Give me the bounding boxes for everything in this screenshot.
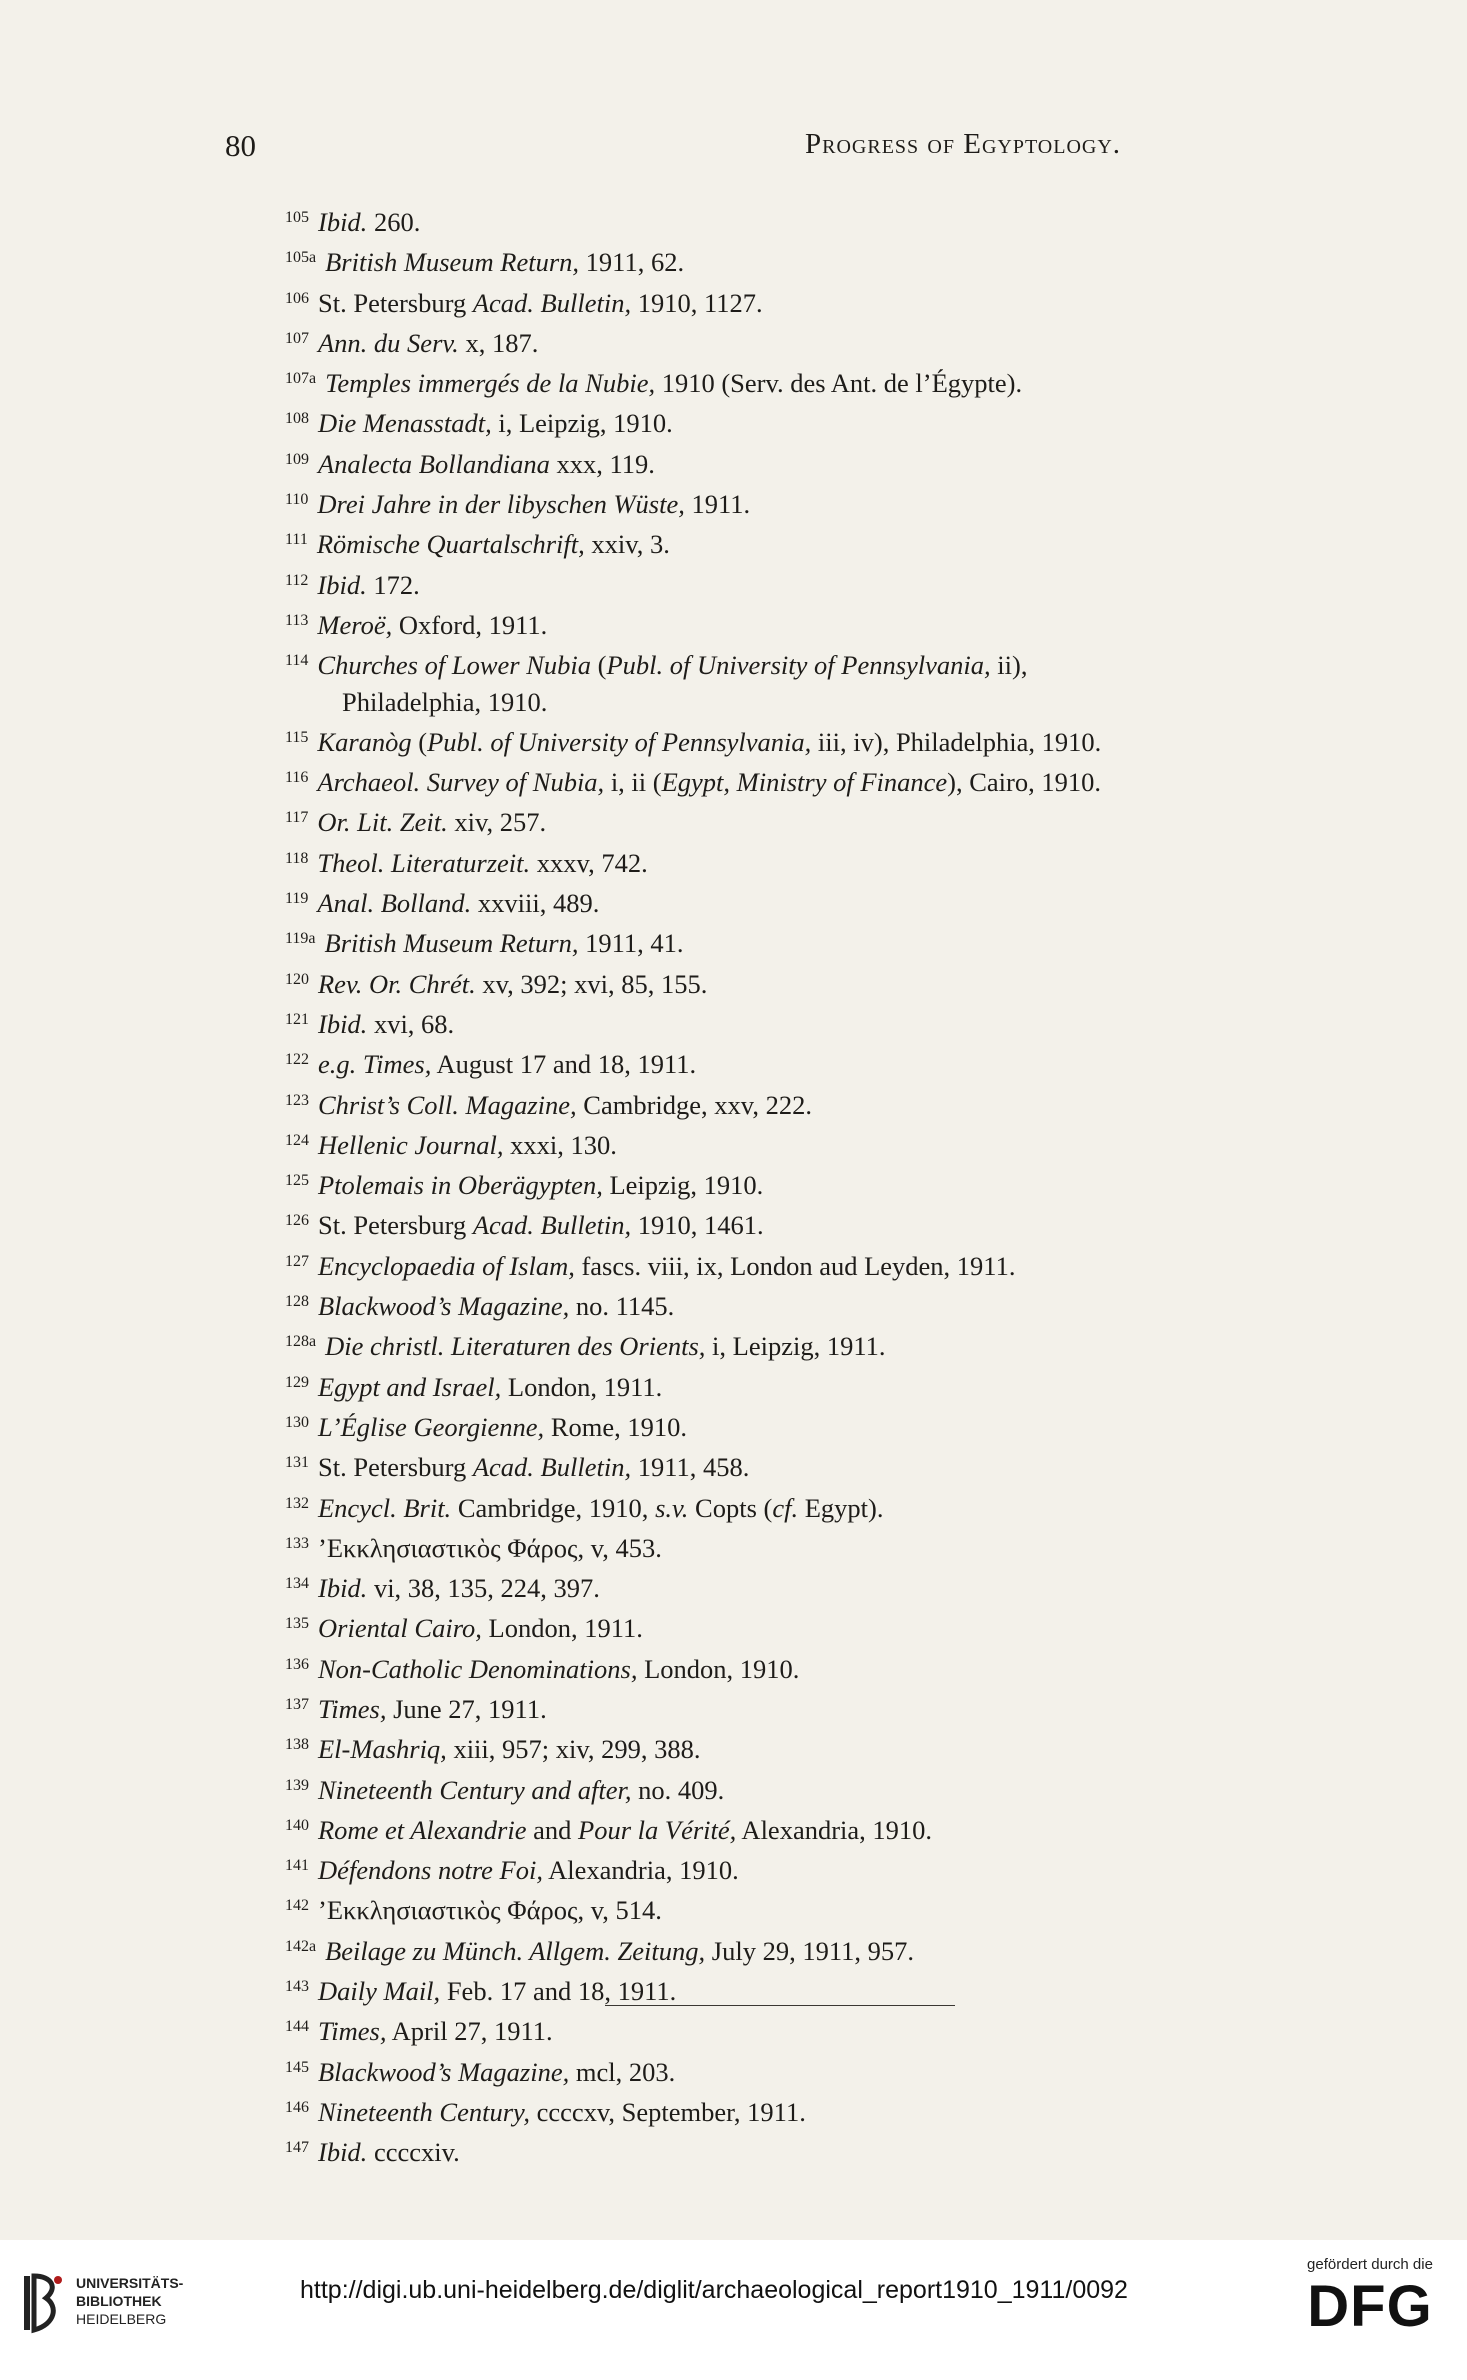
endnote-title: Nineteenth Century, [318,2096,530,2127]
endnote-text: xxxv, 742. [530,847,648,878]
endnote-107 [285,321,1345,361]
endnote-120 [285,962,1345,1002]
endnote-number: 107a [285,370,317,388]
endnote-number: 136 [285,1655,309,1673]
endnote-text: St. Petersburg [318,1210,473,1241]
endnote-number: 118 [285,849,309,867]
endnote-title: s.v. [655,1492,689,1523]
endnote-text: June 27, 1911. [386,1693,547,1724]
endnote-125 [285,1163,1345,1203]
endnote-continuation: Philadelphia, 1910. [342,686,548,717]
endnote-text: xxiv, 3. [584,529,670,560]
endnote-139 [285,1768,1345,1808]
endnote-110 [285,482,1345,522]
endnote-number: 131 [285,1454,309,1472]
institution-name [76,2274,183,2328]
endnote-number: 115 [285,728,309,746]
institution-line: HEIDELBERG [76,2311,167,2327]
endnote-number: 121 [285,1010,309,1028]
endnote-118 [285,841,1345,881]
endnote-111 [285,522,1345,562]
endnote-number: 146 [285,2098,309,2116]
endnote-title: Hellenic Journal, [318,1129,504,1160]
endnote-text: x, 187. [458,327,539,358]
endnote-text: ccccxiv. [367,2137,460,2168]
endnote-123 [285,1083,1345,1123]
endnote-title: Ibid. [318,1008,368,1039]
endnote-title: e.g. Times, [318,1049,432,1080]
endnote-text: Cambridge, xxv, 222. [576,1089,812,1120]
endnote-number: 137 [285,1695,309,1713]
endnote-129 [285,1365,1345,1405]
endnote-number: 132 [285,1494,309,1512]
endnote-text: Alexandria, 1910. [542,1855,739,1886]
endnote-text: ii), [990,650,1028,681]
endnote-140 [285,1808,1345,1848]
endnote-title: Drei Jahre in der libyschen Wüste, [317,489,685,520]
endnote-text: London, 1911. [501,1371,663,1402]
endnote-number: 106 [285,289,309,307]
endnote-144 [285,2009,1345,2049]
endnote-text: 1911. [684,489,751,520]
page-header [225,128,1335,168]
endnote-text: St. Petersburg [318,287,473,318]
endnote-title: Publ. of University of Pennsylvania, [427,726,812,757]
endnote-text: i, ii ( [604,767,662,798]
endnote-title: Blackwood’s Magazine, [318,2056,570,2087]
endnote-141 [285,1848,1345,1888]
endnote-text: vi, 38, 135, 224, 397. [367,1573,600,1604]
endnote-title: Meroë, [317,609,393,640]
endnote-124 [285,1123,1345,1163]
endnote-title: British Museum Return, [324,928,579,959]
endnote-text: Feb. 17 and 18, 1911. [440,1976,677,2007]
endnote-title: Ibid. [317,569,367,600]
endnote-number: 110 [285,491,309,509]
endnote-title: Blackwood’s Magazine, [318,1291,570,1322]
endnote-title: Publ. of University of Pennsylvania, [606,650,991,681]
endnote-text: i, Leipzig, 1911. [705,1331,886,1362]
endnote-text: xiii, 957; xiv, 299, 388. [446,1734,701,1765]
endnote-128a [285,1324,1345,1364]
endnote-132 [285,1486,1345,1526]
endnote-115 [285,720,1345,760]
endnote-text: 172. [366,569,420,600]
endnote-title: Pour la Vérité, [578,1814,737,1845]
endnote-128 [285,1284,1345,1324]
endnote-108 [285,401,1345,441]
endnote-title: Nineteenth Century and after, [318,1774,632,1805]
endnote-title: Die christl. Literaturen des Orients, [325,1331,706,1362]
endnote-number: 129 [285,1373,309,1391]
endnote-text: 1911, 41. [578,928,684,959]
endnote-text: xv, 392; xvi, 85, 155. [475,968,708,999]
endnote-text: Leipzig, 1910. [602,1170,764,1201]
endnote-text: xxx, 119. [549,448,655,479]
endnote-number: 141 [285,1857,309,1875]
endnote-number: 128a [285,1333,317,1351]
endnote-title: Acad. Bulletin, [472,287,632,318]
endnote-number: 113 [285,611,309,629]
endnote-number: 142a [285,1937,317,1955]
endnote-title: Churches of Lower Nubia [317,650,592,681]
endnote-text: ’Εκκλησιαστικὸς Φάρος, v, 514. [318,1895,662,1926]
endnote-text: St. Petersburg [318,1452,473,1483]
endnote-126 [285,1203,1345,1243]
endnote-title: L’Église Georgienne, [318,1411,545,1442]
endnote-title: Christ’s Coll. Magazine, [318,1089,577,1120]
endnote-title: Temples immergés de la Nubie, [325,368,656,399]
endnote-text: London, 1910. [637,1653,800,1684]
endnote-text: iii, iv), Philadelphia, 1910. [811,726,1102,757]
endnote-number: 122 [285,1051,309,1069]
endnote-text: Rome, 1910. [544,1411,687,1442]
endnote-146 [285,2090,1345,2130]
institution-logo[interactable] [18,2268,218,2338]
page-number: 80 [225,128,256,163]
endnote-122 [285,1042,1345,1082]
endnote-text: xxviii, 489. [471,888,600,919]
endnote-113 [285,603,1345,643]
endnote-text: xvi, 68. [367,1008,455,1039]
endnote-number: 140 [285,1816,309,1834]
endnote-title: Défendons notre Foi, [318,1855,543,1886]
endnote-title: Oriental Cairo, [318,1613,482,1644]
endnote-title: Ibid. [318,1573,368,1604]
endnote-text: 1910 (Serv. des Ant. de l’Égypte). [655,368,1023,399]
endnote-title: Anal. Bolland. [317,888,472,919]
endnote-text: Cambridge, 1910, [451,1492,656,1523]
endnote-title: Karanòg [317,726,412,757]
endnote-text: ccccxv, September, 1911. [529,2096,806,2127]
endnote-138 [285,1727,1345,1767]
endnote-145 [285,2050,1345,2090]
endnote-text: no. 1145. [569,1291,675,1322]
endnote-text: xiv, 257. [447,807,547,838]
endnote-text: 260. [367,207,421,237]
endnote-number: 145 [285,2058,309,2076]
endnote-title: Rev. Or. Chrét. [318,968,476,999]
heidelberg-library-logo-icon [18,2268,68,2338]
endnote-text: August 17 and 18, 1911. [431,1049,697,1080]
endnote-title: Encycl. Brit. [318,1492,452,1523]
endnote-number: 138 [285,1736,309,1754]
endnote-105a [285,240,1345,280]
endnote-title: Egypt and Israel, [318,1371,502,1402]
running-head: Progress of Egyptology. [805,128,1122,160]
endnote-text: ’Εκκλησιαστικὸς Φάρος, v, 453. [318,1532,662,1563]
endnote-title: Ptolemais in Oberägypten, [318,1170,603,1201]
endnote-121 [285,1002,1345,1042]
endnote-title: Encyclopaedia of Islam, [318,1250,575,1281]
endnote-119 [285,881,1345,921]
funding-credit[interactable] [1295,2256,1445,2337]
endnote-143 [285,1969,1345,2009]
endnotes-list [285,200,1345,2171]
endnote-109 [285,442,1345,482]
endnote-text: 1910, 1127. [631,287,763,318]
endnote-number: 143 [285,1978,309,1996]
endnote-114 [285,643,1345,683]
funding-note: gefördert durch die [1307,2256,1433,2273]
endnote-title: Beilage zu Münch. Allgem. Zeitung, [325,1935,706,1966]
endnote-number: 135 [285,1615,309,1633]
endnote-number: 119a [285,930,316,948]
endnote-number: 123 [285,1091,309,1109]
endnote-147 [285,2130,1345,2170]
endnote-106 [285,281,1345,321]
endnote-text: ( [591,650,607,681]
endnote-number: 116 [285,769,309,787]
endnote-title: Ann. du Serv. [318,327,459,358]
endnote-142 [285,1888,1345,1928]
endnote-number: 120 [285,970,309,988]
institution-line: BIBLIOTHEK [76,2293,162,2309]
endnote-title: Acad. Bulletin, [472,1452,632,1483]
endnote-text: London, 1911. [481,1613,643,1644]
endnote-116 [285,760,1345,800]
endnote-title: cf. [772,1492,799,1523]
endnote-text: Alexandria, 1910. [736,1814,933,1845]
endnote-130 [285,1405,1345,1445]
endnote-number: 147 [285,2139,309,2157]
endnote-number: 119 [285,890,309,908]
endnote-131 [285,1445,1345,1485]
endnote-text: 1910, 1461. [631,1210,764,1241]
endnote-title: Rome et Alexandrie [318,1814,527,1845]
endnote-text: Oxford, 1911. [392,609,548,640]
endnote-title: El-Mashriq, [318,1734,447,1765]
endnote-text: and [526,1814,579,1845]
endnote-title: British Museum Return, [325,247,580,278]
endnote-text: Copts ( [688,1492,773,1523]
endnote-127 [285,1244,1345,1284]
endnote-number: 126 [285,1212,309,1230]
endnote-title: Egypt, Ministry of Finance [661,767,948,798]
endnote-title: Ibid. [318,207,368,237]
endnote-text: 1911, 62. [579,247,685,278]
endnote-133 [285,1526,1345,1566]
endnote-text: fascs. viii, ix, London aud Leyden, 1911. [574,1250,1016,1281]
endnote-number: 133 [285,1534,309,1552]
endnote-number: 111 [285,531,308,549]
endnote-number: 105a [285,249,317,267]
endnote-117 [285,800,1345,840]
endnote-text: July 29, 1911, 957. [705,1935,914,1966]
endnote-text: ), Cairo, 1910. [947,767,1101,798]
endnote-number: 108 [285,410,309,428]
endnote-119a [285,921,1345,961]
endnote-title: Archaeol. Survey of Nubia, [317,767,605,798]
endnote-107a [285,361,1345,401]
endnote-number: 114 [285,652,309,670]
endnote-title: Acad. Bulletin, [472,1210,632,1241]
endnote-number: 144 [285,2018,309,2036]
endnote-title: Römische Quartalschrift, [316,529,585,560]
endnote-number: 109 [285,450,309,468]
endnote-number: 130 [285,1413,309,1431]
endnote-title: Die Menasstadt, [318,408,492,439]
endnote-number: 105 [285,209,309,226]
endnote-text: ( [411,726,428,757]
endnote-title: Ibid. [318,2137,368,2168]
endnote-number: 117 [285,809,309,827]
endnote-number: 112 [285,571,309,589]
footer-bar [0,2240,1467,2380]
endnote-number: 142 [285,1897,309,1915]
endnote-number: 128 [285,1293,309,1311]
endnote-title: Non-Catholic Denominations, [318,1653,638,1684]
endnote-text: Egypt). [798,1492,884,1523]
endnote-105 [285,200,1345,240]
endnote-number: 139 [285,1776,309,1794]
institution-line: UNIVERSITÄTS- [76,2275,184,2291]
endnote-title: Analecta Bollandiana [318,448,550,479]
endnote-title: Daily Mail, [318,1976,441,2007]
endnote-number: 134 [285,1575,309,1593]
endnote-142a [285,1929,1345,1969]
endnote-137 [285,1687,1345,1727]
endnote-title: Times, [318,2016,387,2047]
permalink-url[interactable]: http://digi.ub.uni-heidelberg.de/diglit/archaeological_report1910_1911/0092 [300,2276,1128,2304]
endnote-number: 127 [285,1252,309,1270]
dfg-logo: DFG [1307,2274,1433,2339]
endnote-135 [285,1606,1345,1646]
endnote-112 [285,563,1345,603]
endnote-text: xxxi, 130. [503,1129,617,1160]
endnote-text: no. 409. [631,1774,725,1805]
endnote-text: i, Leipzig, 1910. [491,408,673,439]
endnote-136 [285,1647,1345,1687]
endnote-number: 124 [285,1131,309,1149]
endnote-text: April 27, 1911. [386,2016,553,2047]
endnote-number: 125 [285,1172,309,1190]
endnote-134 [285,1566,1345,1606]
endnote-title: Theol. Literaturzeit. [317,847,531,878]
endnote-title: Or. Lit. Zeit. [317,807,448,838]
section-rule [605,2005,955,2006]
endnote-number: 107 [285,329,309,347]
endnote-text: 1911, 458. [631,1452,750,1483]
endnote-title: Times, [318,1693,387,1724]
endnote-text: mcl, 203. [569,2056,676,2087]
